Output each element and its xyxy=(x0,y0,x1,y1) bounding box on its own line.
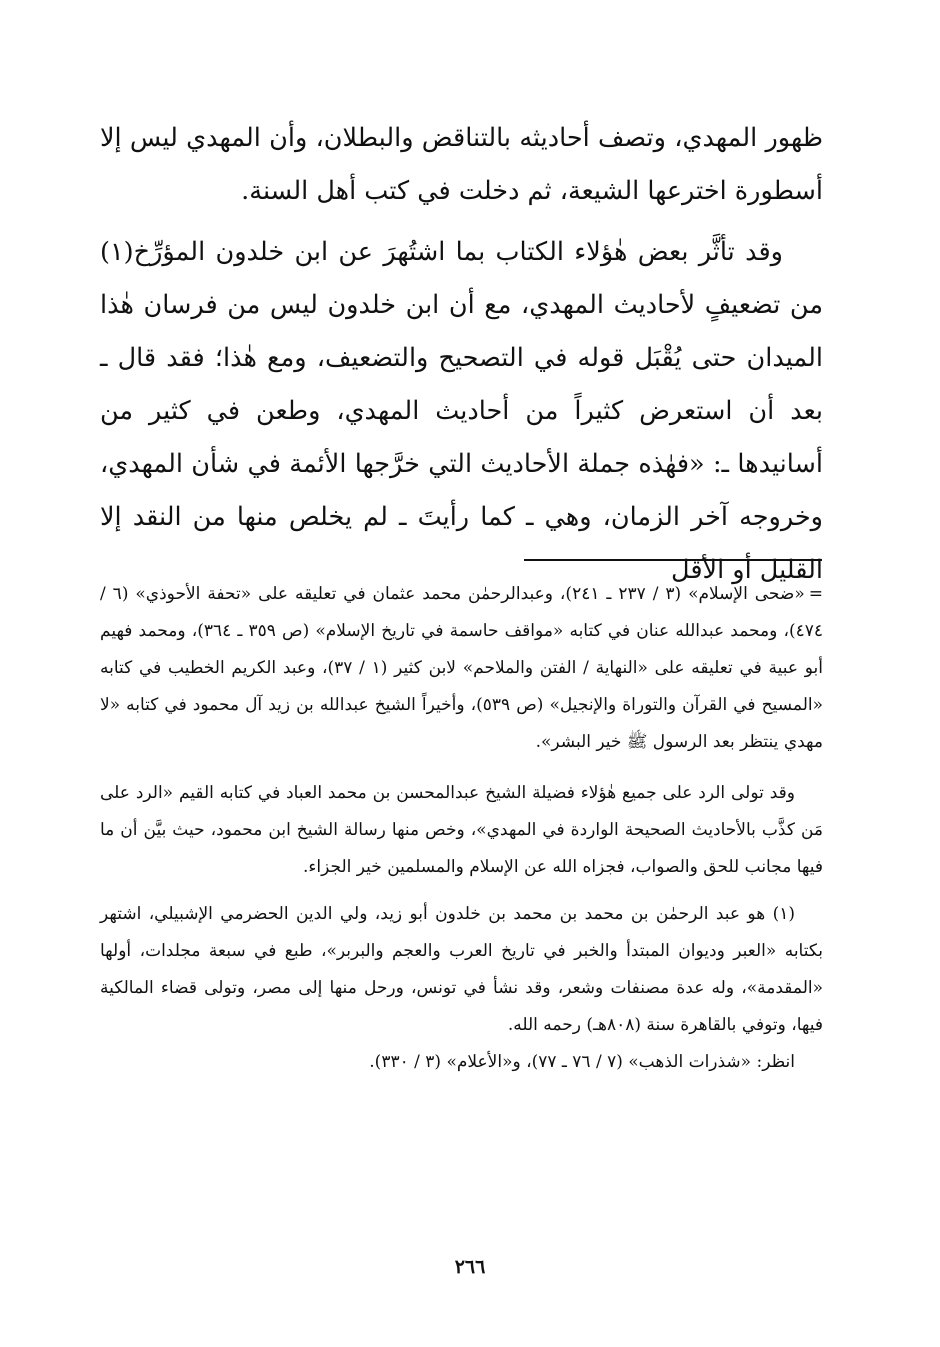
footnote-reply-paragraph: وقد تولى الرد على جميع هٰؤلاء فضيلة الشيخ عبدالمحسن بن محمد العباد في كتابه القيم «الرد على مَن كذَّب بالأحاديث الصحيحة الواردة في المهدي»، وخص منها رسالة الشيخ ابن محمود، حيث بيَّن أن ما فيها مجانب للحق والصواب، فجزاه الله عن الإسلام والمسلمين خير الجزاء. xyxy=(100,783,823,877)
footnotes xyxy=(100,576,823,1081)
footnote-continuation-text: «ضحى الإسلام» (٣ / ٢٣٧ ـ ٢٤١)، وعبدالرحمٰن محمد عثمان في تعليقه على «تحفة الأحوذي» (٦ / ٤٧٤)، ومحمد عبدالله عنان في كتابه «مواقف حاسمة في تاريخ الإسلام» (ص ٣٥٩ ـ ٣٦٤)، ومحمد فهيم أبو عبية في تعليقه على «النهاية / الفتن والملاحم» لابن كثير (١ / ٣٧)، وعبد الكريم الخطيب في كتابه «المسيح في القرآن والتوراة والإنجيل» (ص ٥٣٩)، وأخيراً الشيخ عبدالله بن زيد آل محمود في كتابه «لا مهدي ينتظر بعد الرسول ﷺ خير البشر». xyxy=(100,584,824,752)
continuation-mark: = xyxy=(808,584,823,604)
page-number: ٢٦٦ xyxy=(454,1256,486,1278)
main-paragraph-2: وقد تأثَّر بعض هٰؤلاء الكتاب بما اشتُهرَ عن ابن خلدون المؤرِّخ(١) من تضعيفٍ لأحاديث المهدي، مع أن ابن خلدون ليس من فرسان هٰذا الميدان حتى يُقْبَل قوله في التصحيح والتضعيف، ومع هٰذا؛ فقد قال ـ بعد أن استعرض كثيراً من أحاديث المهدي، وطعن في كثير من أسانيدها ـ: «فهٰذه جملة الأحاديث التي خرَّجها الأئمة في شأن المهدي، وخروجه آخر الزمان، وهي ـ كما رأيتَ ـ لم يخلص منها من النقد إلا القليل أو الأقل xyxy=(100,237,823,585)
footnote-continuation xyxy=(100,576,823,761)
main-text xyxy=(100,112,823,597)
footnote-separator xyxy=(524,559,822,561)
footnote-1: (١) هو عبد الرحمٰن بن محمد بن محمد بن خلدون أبو زيد، ولي الدين الحضرمي الإشبيلي، اشتهر بكتابه «العبر وديوان المبتدأ والخبر في تاريخ العرب والعجم والبربر»، طبع في سبعة مجلدات، أولها «المقدمة»، وله عدة مصنفات وشعر، وقد نشأ في تونس، ورحل منها إلى مصر، وتولى قضاء المالكية فيها، وتوفي بالقاهرة سنة (٨٠٨هـ) رحمه الله. xyxy=(100,904,823,1035)
main-paragraph-1: ظهور المهدي، وتصف أحاديثه بالتناقض والبطلان، وأن المهدي ليس إلا أسطورة اخترعها الشيعة، ثم دخلت في كتب أهل السنة. xyxy=(100,123,823,206)
footnote-1-references: انظر: «شذرات الذهب» (٧ / ٧٦ ـ ٧٧)، و«الأعلام» (٣ / ٣٣٠). xyxy=(369,1052,795,1072)
